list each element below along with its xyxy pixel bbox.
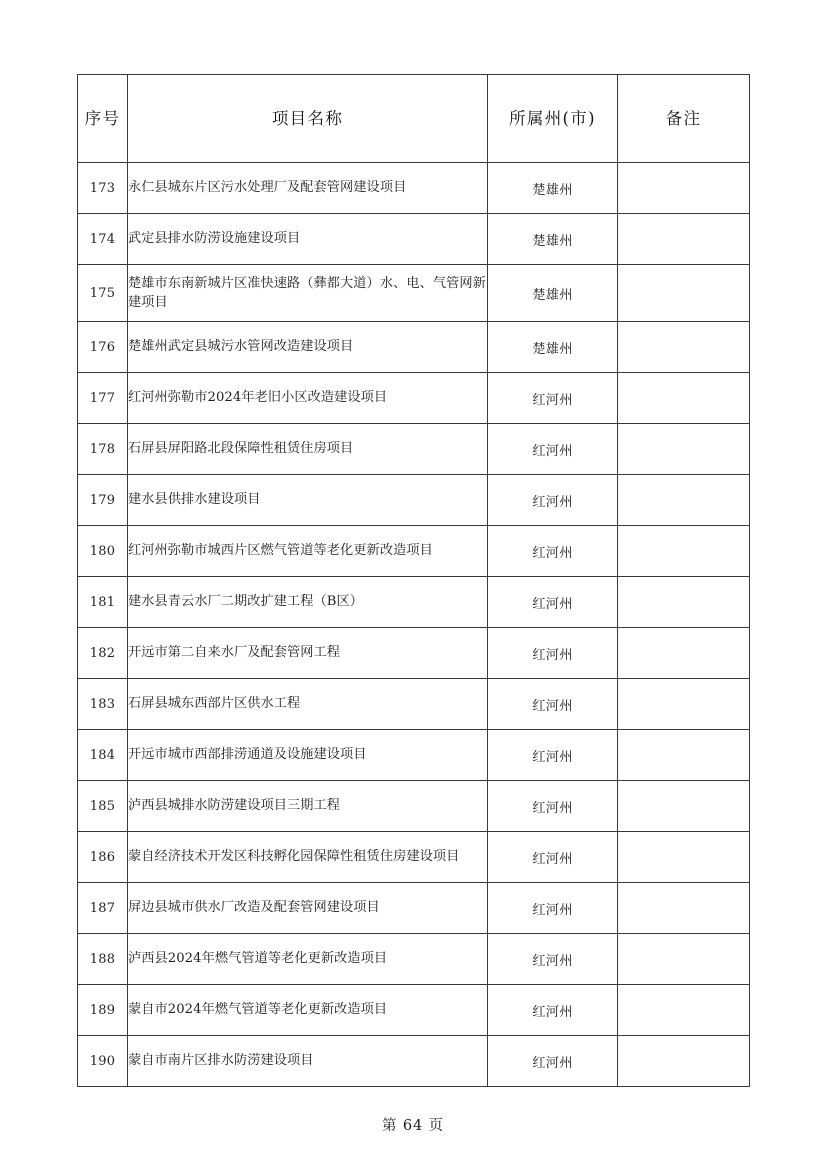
- table-row: [78, 475, 750, 526]
- column-header-seq-label: 序号: [84, 108, 121, 128]
- project-table-container: [77, 74, 749, 1087]
- cell-remark: [618, 985, 750, 1036]
- table-row: [78, 679, 750, 730]
- column-header-seq: [78, 75, 128, 163]
- cell-project-name: 红河州弥勒市城西片区燃气管道等老化更新改造项目: [128, 526, 488, 577]
- cell-sequence-number: 176: [78, 322, 128, 373]
- cell-sequence-number: 183: [78, 679, 128, 730]
- cell-region: 红河州: [488, 475, 618, 526]
- cell-region: 红河州: [488, 424, 618, 475]
- cell-project-name: 建水县供排水建设项目: [128, 475, 488, 526]
- column-header-name-label: 项目名称: [271, 108, 344, 128]
- cell-region: 红河州: [488, 1036, 618, 1087]
- cell-region: 楚雄州: [488, 214, 618, 265]
- cell-sequence-number: 177: [78, 373, 128, 424]
- cell-region: 楚雄州: [488, 163, 618, 214]
- cell-project-name: 永仁县城东片区污水处理厂及配套管网建设项目: [128, 163, 488, 214]
- cell-project-name: 楚雄州武定县城污水管网改造建设项目: [128, 322, 488, 373]
- cell-remark: [618, 322, 750, 373]
- cell-sequence-number: 182: [78, 628, 128, 679]
- table-row: [78, 424, 750, 475]
- column-header-region: [488, 75, 618, 163]
- cell-region: 楚雄州: [488, 322, 618, 373]
- cell-sequence-number: 179: [78, 475, 128, 526]
- cell-remark: [618, 1036, 750, 1087]
- cell-project-name: 屏边县城市供水厂改造及配套管网建设项目: [128, 883, 488, 934]
- cell-region: 红河州: [488, 526, 618, 577]
- cell-region: 红河州: [488, 832, 618, 883]
- cell-region: 红河州: [488, 934, 618, 985]
- cell-region: 红河州: [488, 730, 618, 781]
- cell-sequence-number: 184: [78, 730, 128, 781]
- cell-remark: [618, 628, 750, 679]
- table-row: [78, 985, 750, 1036]
- cell-project-name: 开远市城市西部排涝通道及设施建设项目: [128, 730, 488, 781]
- cell-region: 楚雄州: [488, 265, 618, 322]
- cell-project-name: 建水县青云水厂二期改扩建工程（B区）: [128, 577, 488, 628]
- table-row: [78, 883, 750, 934]
- table-row: [78, 526, 750, 577]
- cell-project-name: 蒙自市2024年燃气管道等老化更新改造项目: [128, 985, 488, 1036]
- cell-sequence-number: 187: [78, 883, 128, 934]
- cell-region: 红河州: [488, 373, 618, 424]
- table-row: [78, 373, 750, 424]
- cell-sequence-number: 175: [78, 265, 128, 322]
- cell-remark: [618, 214, 750, 265]
- cell-remark: [618, 163, 750, 214]
- cell-project-name: 红河州弥勒市2024年老旧小区改造建设项目: [128, 373, 488, 424]
- cell-sequence-number: 173: [78, 163, 128, 214]
- cell-project-name: 蒙自市南片区排水防涝建设项目: [128, 1036, 488, 1087]
- table-row: [78, 214, 750, 265]
- table-row: [78, 730, 750, 781]
- table-row: [78, 163, 750, 214]
- cell-region: 红河州: [488, 985, 618, 1036]
- cell-project-name: 泸西县城排水防涝建设项目三期工程: [128, 781, 488, 832]
- cell-remark: [618, 781, 750, 832]
- cell-project-name: 楚雄市东南新城片区准快速路（彝都大道）水、电、气管网新建项目: [128, 265, 488, 322]
- column-header-region-label: 所属州(市): [509, 108, 596, 128]
- cell-sequence-number: 174: [78, 214, 128, 265]
- cell-remark: [618, 832, 750, 883]
- cell-remark: [618, 577, 750, 628]
- cell-sequence-number: 186: [78, 832, 128, 883]
- table-row: [78, 1036, 750, 1087]
- cell-project-name: 石屏县城东西部片区供水工程: [128, 679, 488, 730]
- cell-region: 红河州: [488, 781, 618, 832]
- cell-remark: [618, 730, 750, 781]
- cell-sequence-number: 185: [78, 781, 128, 832]
- cell-sequence-number: 178: [78, 424, 128, 475]
- cell-remark: [618, 265, 750, 322]
- table-row: [78, 322, 750, 373]
- cell-remark: [618, 883, 750, 934]
- cell-remark: [618, 424, 750, 475]
- page-number-footer: 第 64 页: [382, 1118, 444, 1134]
- cell-remark: [618, 526, 750, 577]
- table-row: [78, 781, 750, 832]
- table-body: [78, 163, 750, 1087]
- cell-project-name: 蒙自经济技术开发区科技孵化园保障性租赁住房建设项目: [128, 832, 488, 883]
- cell-region: 红河州: [488, 628, 618, 679]
- cell-region: 红河州: [488, 883, 618, 934]
- cell-remark: [618, 373, 750, 424]
- column-header-name: [128, 75, 488, 163]
- cell-sequence-number: 190: [78, 1036, 128, 1087]
- cell-sequence-number: 181: [78, 577, 128, 628]
- table-row: [78, 628, 750, 679]
- cell-sequence-number: 189: [78, 985, 128, 1036]
- cell-remark: [618, 934, 750, 985]
- cell-project-name: 泸西县2024年燃气管道等老化更新改造项目: [128, 934, 488, 985]
- cell-remark: [618, 679, 750, 730]
- table-row: [78, 934, 750, 985]
- cell-sequence-number: 180: [78, 526, 128, 577]
- cell-region: 红河州: [488, 577, 618, 628]
- cell-remark: [618, 475, 750, 526]
- column-header-remark-label: 备注: [665, 108, 702, 128]
- table-header-row: [78, 75, 750, 163]
- column-header-remark: [618, 75, 750, 163]
- cell-region: 红河州: [488, 679, 618, 730]
- table-row: [78, 832, 750, 883]
- table-row: [78, 577, 750, 628]
- table-row: [78, 265, 750, 322]
- cell-project-name: 武定县排水防涝设施建设项目: [128, 214, 488, 265]
- project-table: [77, 74, 750, 1087]
- cell-sequence-number: 188: [78, 934, 128, 985]
- cell-project-name: 开远市第二自来水厂及配套管网工程: [128, 628, 488, 679]
- table-header: [78, 75, 750, 163]
- cell-project-name: 石屏县屏阳路北段保障性租赁住房项目: [128, 424, 488, 475]
